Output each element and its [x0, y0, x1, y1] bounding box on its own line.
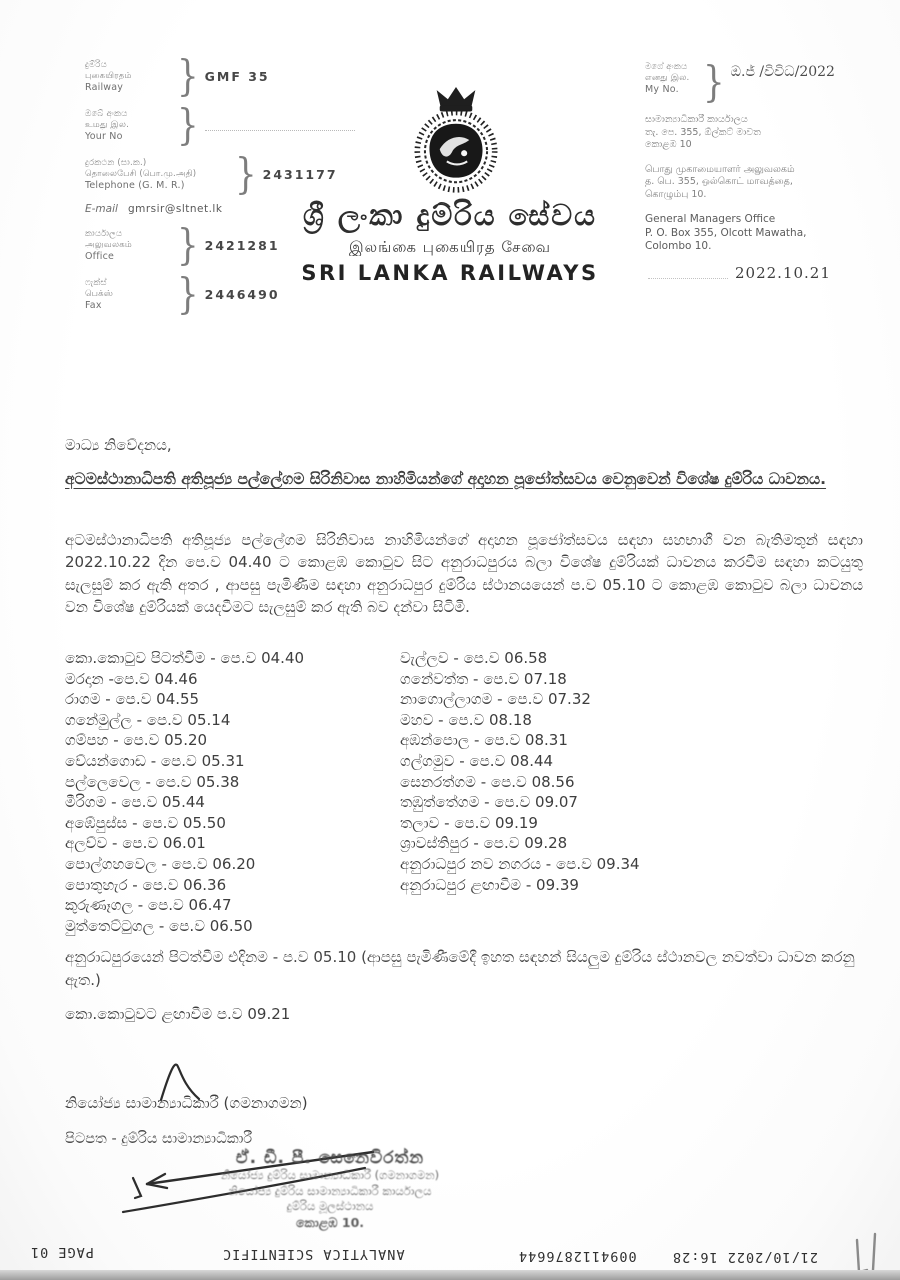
pen-stroke-icon — [845, 1230, 885, 1276]
dotted-line — [648, 276, 728, 279]
station-time-item: වැල්ලව - පෙ.ව 06.58 — [400, 649, 548, 667]
telephone-value: 2431177 — [262, 166, 338, 182]
media-release-label: මාධ්‍ය නිවේදනය, — [65, 436, 172, 454]
station-time-item: ගනේමුල්ල - පෙ.ව 05.14 — [65, 710, 231, 729]
station-time-item: ගනේවත්ත - පෙ.ව 07.18 — [400, 669, 567, 688]
station-time-item: අඹන්පොල - පෙ.ව 08.31 — [400, 731, 568, 750]
fax-datetime: 21/10/2022 16:28 — [672, 1249, 819, 1265]
office-label: කාර්යාලය அலுவலகம் Office — [85, 228, 132, 262]
signatory-title: නියෝජ්‍ය සාමාන්‍යාධිකාරී (ගමනාගමන) — [65, 1094, 308, 1112]
email-label: E-mail — [85, 203, 118, 215]
masthead-title-sinhala: ශ්‍රී ලංකා දුම්රිය සේවය — [302, 198, 597, 232]
station-time-item: අනුරාධපුර ළඟාවීම - 09.39 — [400, 875, 579, 894]
station-time-item: පොතුහැර - පෙ.ව 06.36 — [65, 875, 227, 894]
arrival-line: කො.කොටුවට ළඟාවීම ප.ව 09.21 — [65, 1005, 291, 1023]
station-time-item: තඹුත්තේගම - පෙ.ව 09.07 — [400, 793, 578, 812]
email-value: gmrsir@sltnet.lk — [127, 203, 223, 215]
brace-decoration: } — [703, 57, 725, 107]
masthead-title-english: SRI LANKA RAILWAYS — [301, 261, 599, 285]
station-time-item: ශ්‍රාවස්තිපුර - පෙ.ව 09.28 — [400, 834, 568, 853]
letter-date: 2022.10.21 — [735, 264, 831, 282]
schedule-left-column — [65, 648, 395, 936]
stamp-headquarters: දුම්රිය මූලස්ථානය — [286, 1199, 374, 1213]
railway-ref-row — [85, 51, 385, 101]
station-time-item: අනුරාධපුර නව නගරය - පෙ.ව 09.34 — [400, 854, 640, 873]
station-time-item: අඹේපුස්ස - පෙ.ව 05.50 — [65, 813, 226, 832]
my-no-row — [645, 57, 875, 107]
official-stamp — [150, 1148, 510, 1231]
your-no-row — [85, 100, 385, 150]
letter-paragraph: අටමස්ථානාධිපති අතිපූජ්‍ය පල්ලේගම සිරිනිවාස නාහිමියන්ගේ අදාහන පූජෝත්සවය සඳහා සහභාගී වන බැතිමතුන් සඳහා 2022.10.22 දින පෙ.ව 04.40 ට කොළඹ කොටුව සිට අනුරාධපුරය බලා විශේෂ දුම්රියක් ධාවනය කරවීම සඳහා කටයුතු සැලසුම් කර ඇති අතර , ආපසු පැමිණීම සඳහා අනුරාධපුර දුම්රිය ස්ථානයයෙන් ප.ව 05.10 ට කොළඹ කොටුව බලා ධාවනය වන විශේෂ දුම්රියක් යෙදවීමට සැලසුම් කර ඇති බව දන්වා සිටිමි. — [65, 531, 863, 616]
office-address-tamil: பொது முகாமையாளர் அலுவலகம் த. பெ. 355, ஒல்கொட் மாவத்தை, கொழும்பு 10. — [645, 163, 795, 200]
fax-page-number: PAGE 01 — [30, 1244, 94, 1260]
return-note: අනුරාධපුරයෙන් පිටත්වීම එදිනම - ප.ව 05.10 (ආපසු පැමිණීමේදී ඉහත සඳහන් සියලුම දුම්රිය ස්ථානවල නවත්වා ධාවන කරනු ඇත.) — [65, 948, 855, 989]
brace-decoration: } — [177, 51, 199, 101]
brace-decoration: } — [235, 149, 257, 199]
station-time-item: කො.කොටුව පිටත්වීම - පෙ.ව 04.40 — [65, 649, 305, 667]
station-time-item: වේයන්ගොඩ - පෙ.ව 05.31 — [65, 751, 245, 770]
station-time-item: ගම්පහ - පෙ.ව 05.20 — [65, 731, 208, 750]
station-time-item: රාගම - පෙ.ව 04.55 — [65, 690, 200, 709]
station-time-item: අලව්ව - පෙ.ව 06.01 — [65, 834, 206, 853]
stamp-office: නියෝජ්‍ය දුම්රිය සාමාන්‍යාධිකාරී කාර්යාලය — [228, 1183, 432, 1198]
station-time-item: තලාව - පෙ.ව 09.19 — [400, 813, 538, 832]
fax-sender-id: ANALYTICA SCIENTIFIC — [222, 1246, 405, 1262]
brace-decoration: } — [177, 100, 199, 150]
station-time-item: පල්ලෙවෙල - පෙ.ව 05.38 — [65, 772, 240, 791]
brace-decoration: } — [177, 269, 199, 319]
station-time-item: ගල්ගමුව - පෙ.ව 08.44 — [400, 751, 554, 770]
office-address-english: General Managers Office P. O. Box 355, Olcott Mawatha, Colombo 10. — [645, 213, 807, 252]
masthead-title-tamil: இலங்கை புகையிரத சேவை — [349, 238, 551, 256]
station-time-item: සෙනරත්ගම - පෙ.ව 08.56 — [400, 772, 575, 791]
reference-block — [645, 57, 875, 254]
crest-icon — [408, 84, 504, 196]
fax-number-value: 2446490 — [204, 286, 280, 302]
station-time-item: මහව - පෙ.ව 08.18 — [400, 710, 532, 729]
my-no-label: මගේ අංකය எனது இல. My No. — [645, 62, 690, 95]
stamp-designation: නියෝජ්‍ය දුම්රිය සාමාන්‍යාධිකාරී (ගමනාගමන) — [220, 1168, 440, 1182]
fax-transmission-footer — [0, 1236, 900, 1274]
fax-phone-number: 0094112876644 — [518, 1248, 637, 1264]
schedule-right-column — [400, 648, 780, 895]
handwritten-mark — [845, 1230, 885, 1276]
railway-ref-value: GMF 35 — [204, 68, 270, 84]
stamp-name: ඒ. ඩී. පී. සෙනෙවිරත්න — [235, 1148, 425, 1168]
station-time-item: නාගොල්ලාගම - පෙ.ව 07.32 — [400, 690, 591, 709]
station-time-item: මරදාන -පෙ.ව 04.46 — [65, 669, 198, 688]
stamp-city: කොළඹ 10. — [295, 1214, 365, 1230]
fax-label: ෆැක්ස් பெக்ஸ் Fax — [85, 277, 114, 311]
railways-crest-emblem — [408, 84, 504, 196]
railway-label: දුම්රිය புகையிரதம் Railway — [85, 59, 132, 93]
station-time-item: කුරුණෑගල - පෙ.ව 06.47 — [65, 896, 232, 915]
dotted-line — [205, 120, 355, 131]
telephone-row — [85, 149, 385, 199]
station-time-item: පොල්ගහවෙල - පෙ.ව 06.20 — [65, 854, 256, 873]
your-no-label: ඔබේ අංකය உமது இல. Your No — [85, 108, 130, 142]
telephone-label: දුරකථන (සා.ක.) தொலைபேசி (பொ.மு.அதி) Telephone (G. M. R.) — [85, 157, 197, 191]
brace-decoration: } — [177, 220, 199, 270]
station-time-item: මීරිගම - පෙ.ව 05.44 — [65, 793, 205, 812]
my-no-value: ඔ.ජ් /විවිධ/2022 — [730, 64, 835, 80]
station-time-item: මුත්තෙට්ටුගල - පෙ.ව 06.50 — [65, 916, 253, 935]
station-list-outbound-2 — [400, 648, 780, 895]
station-list-outbound-1 — [65, 648, 395, 936]
letter-heading: අටමස්ථානාධිපති අතිපූජ්‍ය පල්ලේගම සිරිනිවාස නාහිමියන්ගේ අදාහන පූජෝත්සවය වෙනුවෙන් විශේෂ දුම්රිය ධාවනය. — [65, 470, 827, 488]
office-phone-value: 2421281 — [204, 237, 280, 253]
copy-to-line: පිටපත - දුම්රිය සාමාන්‍යාධිකාරී — [65, 1131, 253, 1147]
office-address-sinhala: සාමාන්‍යාධිකාරී කාර්යාලය තැ. පෙ. 355, ඕල්කට් මාවත කොළඹ 10 — [645, 114, 761, 150]
